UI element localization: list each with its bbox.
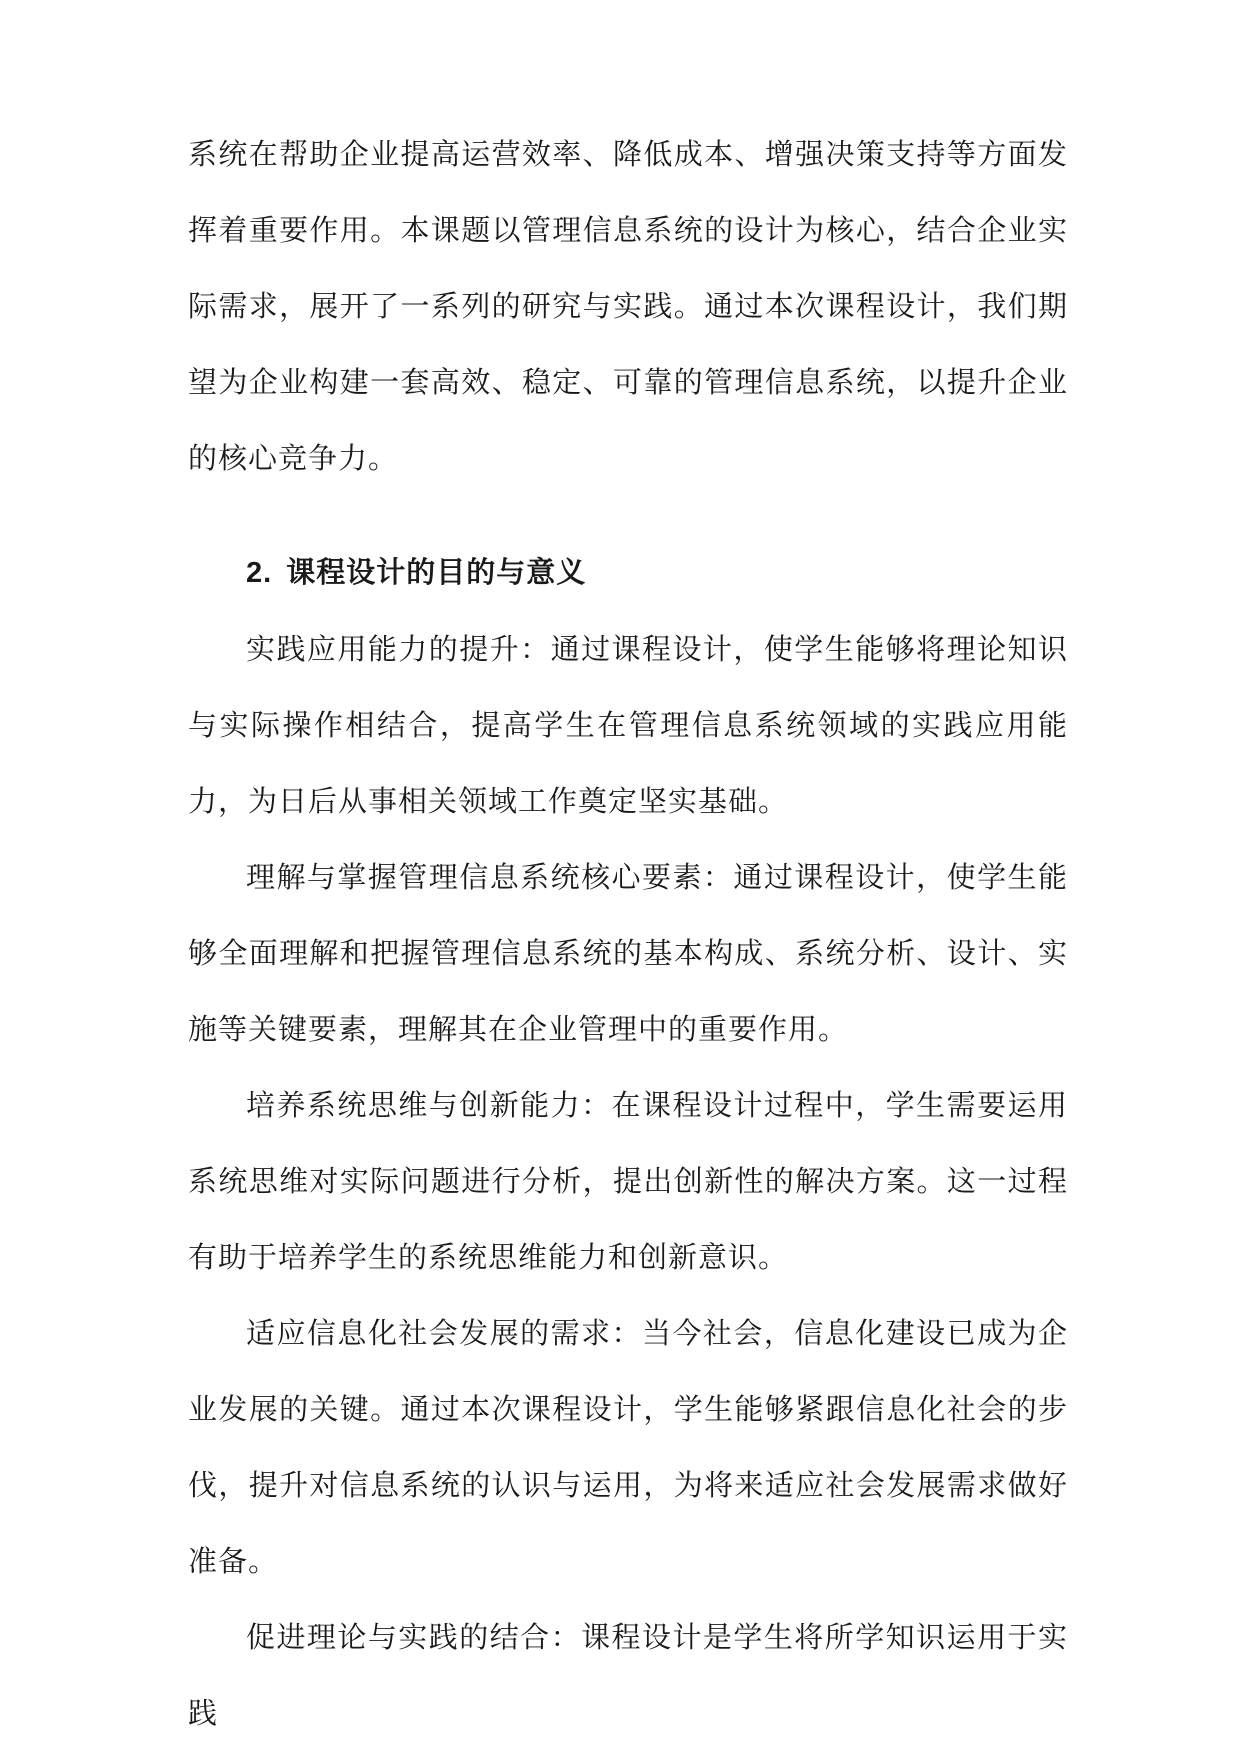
continuation-paragraph: 系统在帮助企业提高运营效率、降低成本、增强决策支持等方面发挥着重要作用。本课题以管理信息系统的设计为核心，结合企业实际需求，展开了一系列的研究与实践。通过本次课程设计，我们期望为企业构建一套高效、稳定、可靠的管理信息系统，以提升企业的核心竞争力。	[188, 137, 1068, 475]
section-number: 2.	[246, 557, 273, 589]
paragraph-practice-ability: 实践应用能力的提升：通过课程设计，使学生能够将理论知识与实际操作相结合，提高学生在管理信息系统领域的实践应用能力，为日后从事相关领域工作奠定坚实基础。	[188, 632, 1068, 818]
paragraph-theory-practice: 促进理论与实践的结合：课程设计是学生将所学知识运用于实践	[188, 1620, 1068, 1730]
document-page	[188, 0, 1068, 1751]
paragraph-core-elements: 理解与掌握管理信息系统核心要素：通过课程设计，使学生能够全面理解和把握管理信息系统的基本构成、系统分析、设计、实施等关键要素，理解其在企业管理中的重要作用。	[188, 860, 1068, 1046]
paragraph-systems-thinking: 培养系统思维与创新能力：在课程设计过程中，学生需要运用系统思维对实际问题进行分析，提出创新性的解决方案。这一过程有助于培养学生的系统思维能力和创新意识。	[188, 1088, 1068, 1274]
section-title: 课程设计的目的与意义	[286, 555, 587, 589]
section-heading	[188, 534, 1068, 611]
paragraph-informatization: 适应信息化社会发展的需求：当今社会，信息化建设已成为企业发展的关键。通过本次课程设计，学生能够紧跟信息化社会的步伐，提升对信息系统的认识与运用，为将来适应社会发展需求做好准备。	[188, 1316, 1068, 1578]
